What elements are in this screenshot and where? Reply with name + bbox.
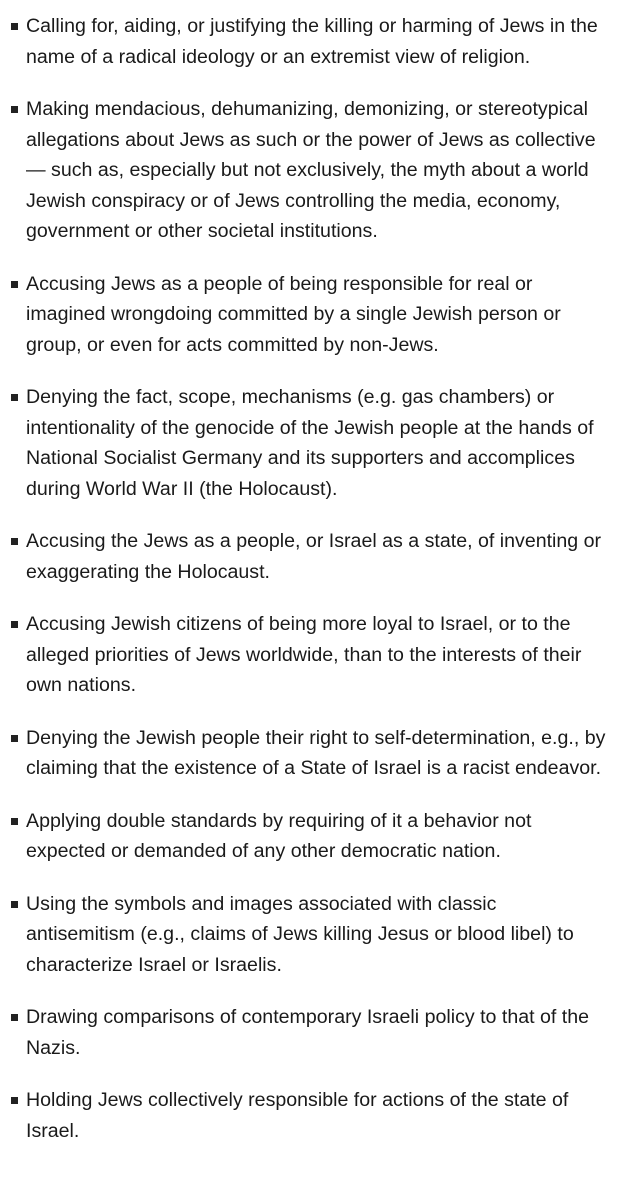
list-item-text: Accusing Jewish citizens of being more loyal to Israel, or to the alleged priorities of Jews worldwide, than to the interests of their own nations. [26,613,582,696]
list-item-text: Accusing the Jews as a people, or Israel as a state, of inventing or exaggerating the Holocaust. [26,530,602,583]
list-item [0,1085,618,1146]
list-item [0,526,618,587]
square-bullet-icon [11,1014,18,1021]
list-item-text: Drawing comparisons of contemporary Israeli policy to that of the Nazis. [26,1006,590,1059]
list-item [0,269,618,361]
list-item [0,94,618,247]
square-bullet-icon [11,106,18,113]
square-bullet-icon [11,818,18,825]
list-item-text: Accusing Jews as a people of being responsible for real or imagined wrongdoing committed by a single Jewish person or group, or even for acts committed by non-Jews. [26,272,561,356]
list-item-text: Denying the Jewish people their right to self-determination, e.g., by claiming that the existence of a State of Israel is a racist endeavor. [26,726,606,779]
square-bullet-icon [11,23,18,30]
list-item-text: Making mendacious, dehumanizing, demonizing, or stereotypical allegations about Jews as such or the power of Jews as collective — such as, especially but not exclusively, the myth about a world Jewish conspiracy or of Jews controlling the media, economy, government or other societal institutions. [26,98,596,242]
list-item-text: Calling for, aiding, or justifying the killing or harming of Jews in the name of a radical ideology or an extremist view of religion. [26,15,598,68]
list-item [0,889,618,981]
list-item-text: Applying double standards by requiring of it a behavior not expected or demanded of any other democratic nation. [26,809,532,862]
square-bullet-icon [11,394,18,401]
list-item [0,723,618,784]
list-item [0,1002,618,1063]
list-item-text: Using the symbols and images associated with classic antisemitism (e.g., claims of Jews killing Jesus or blood libel) to characterize Israel or Israelis. [26,892,574,976]
list-item [0,609,618,701]
list-item [0,11,618,72]
list-item [0,806,618,867]
square-bullet-icon [11,901,18,908]
list-item-text: Holding Jews collectively responsible for actions of the state of Israel. [26,1089,569,1142]
list-item [0,382,618,504]
list-item-text: Denying the fact, scope, mechanisms (e.g. gas chambers) or intentionality of the genocide of the Jewish people at the hands of National Socialist Germany and its supporters and accomplices during World War II (the Holocaust). [26,386,594,500]
square-bullet-icon [11,281,18,288]
square-bullet-icon [11,621,18,628]
square-bullet-icon [11,1097,18,1104]
square-bullet-icon [11,538,18,545]
square-bullet-icon [11,735,18,742]
